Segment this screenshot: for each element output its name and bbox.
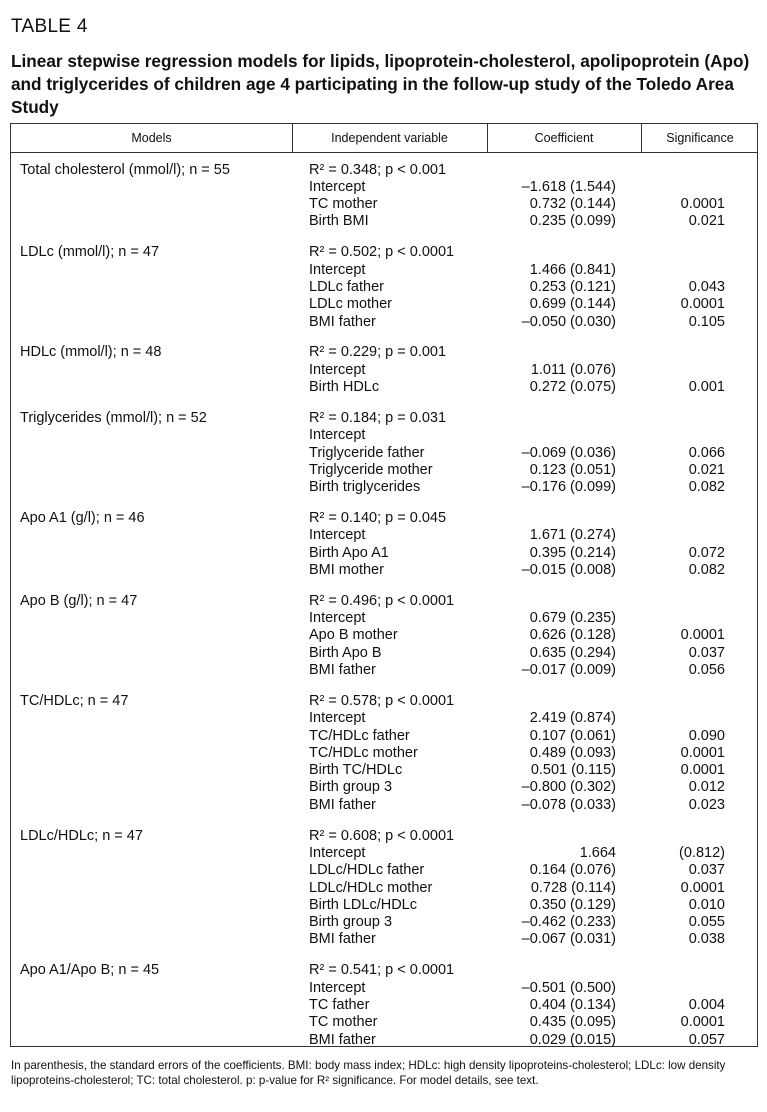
- coefficient-cell: 1.466 (0.841): [529, 261, 616, 278]
- significance-cell: 0.0001: [680, 1014, 725, 1031]
- significance-cell: 0.023: [688, 796, 725, 813]
- significance-cell: 0.082: [688, 561, 725, 578]
- significance-cell: 0.038: [688, 931, 725, 948]
- coefficient-cell: –0.800 (0.302): [521, 779, 616, 796]
- coefficient-cell: 0.029 (0.015): [529, 1031, 616, 1048]
- table-row: [0, 296, 767, 313]
- variable-cell: Birth Apo A1: [309, 544, 389, 561]
- coefficient-cell: 2.419 (0.874): [529, 710, 616, 727]
- coefficient-cell: –0.078 (0.033): [521, 796, 616, 813]
- variable-cell: Intercept: [309, 261, 366, 278]
- table-row: [0, 344, 767, 361]
- variable-cell: Birth triglycerides: [309, 479, 421, 496]
- coefficient-cell: 1.664: [579, 844, 616, 861]
- significance-cell: 0.0001: [680, 879, 725, 896]
- significance-cell: 0.021: [688, 461, 725, 478]
- coefficient-cell: 0.404 (0.134): [529, 996, 616, 1013]
- table-row: [0, 662, 767, 679]
- table-row: [0, 593, 767, 610]
- variable-cell: Birth group 3: [309, 914, 393, 931]
- variable-cell: TC/HDLc mother: [309, 744, 418, 761]
- table-row: [0, 262, 767, 279]
- header-models: Models: [131, 131, 172, 145]
- table-row: [0, 479, 767, 496]
- significance-cell: 0.072: [688, 544, 725, 561]
- table-row: [0, 427, 767, 444]
- coefficient-cell: 1.011 (0.076): [530, 361, 616, 378]
- variable-cell: Birth group 3: [309, 779, 393, 796]
- table-row: [0, 179, 767, 196]
- significance-cell: 0.0001: [680, 196, 725, 213]
- variable-cell: BMI father: [309, 313, 376, 330]
- coefficient-cell: 0.164 (0.076): [529, 862, 616, 879]
- model-name: Triglycerides (mmol/l); n = 52: [20, 409, 207, 426]
- variable-cell: BMI father: [309, 662, 376, 678]
- coefficient-cell: –1.618 (1.544): [521, 178, 616, 195]
- table-row: [0, 980, 767, 997]
- coefficient-cell: 0.123 (0.051): [529, 461, 616, 478]
- coefficient-cell: 0.253 (0.121): [529, 278, 616, 295]
- table-row: [0, 997, 767, 1014]
- variable-cell: Intercept: [309, 979, 366, 996]
- coefficient-cell: –0.176 (0.099): [521, 479, 616, 496]
- table-row: [0, 362, 767, 379]
- table-row: [0, 779, 767, 796]
- variable-cell: R² = 0.578; p < 0.0001: [309, 692, 455, 709]
- variable-cell: Birth LDLc/HDLc: [309, 896, 417, 913]
- table-row: [0, 410, 767, 427]
- table-row: [0, 462, 767, 479]
- significance-cell: 0.010: [688, 896, 725, 913]
- variable-cell: Intercept: [309, 844, 366, 861]
- variable-cell: R² = 0.348; p < 0.001: [309, 161, 447, 178]
- significance-cell: 0.001: [688, 379, 725, 395]
- coefficient-cell: 0.489 (0.093): [529, 744, 616, 761]
- coefficient-cell: 0.728 (0.114): [530, 879, 616, 896]
- variable-cell: Triglyceride father: [309, 444, 425, 461]
- table-row: [0, 931, 767, 948]
- coefficient-cell: 0.679 (0.235): [529, 610, 616, 627]
- table-row: [0, 379, 767, 396]
- table-row: [0, 645, 767, 662]
- model-name: HDLc (mmol/l); n = 48: [20, 344, 162, 361]
- significance-cell: 0.055: [688, 914, 725, 931]
- table-row: [0, 897, 767, 914]
- coefficient-cell: –0.017 (0.009): [521, 662, 616, 678]
- table-row: [0, 213, 767, 230]
- variable-cell: BMI mother: [309, 561, 384, 578]
- model-name: LDLc (mmol/l); n = 47: [20, 244, 160, 261]
- coefficient-cell: –0.462 (0.233): [521, 914, 616, 931]
- variable-cell: LDLc father: [309, 278, 384, 295]
- variable-cell: Intercept: [309, 178, 366, 195]
- coefficient-cell: 0.107 (0.061): [529, 727, 616, 744]
- model-name: Apo A1/Apo B; n = 45: [20, 962, 160, 979]
- variable-cell: Birth TC/HDLc: [309, 762, 403, 779]
- coefficient-cell: –0.501 (0.500): [521, 979, 616, 996]
- significance-cell: 0.037: [688, 862, 725, 879]
- table-row: [0, 797, 767, 814]
- header-coefficient: Coefficient: [534, 131, 594, 145]
- significance-cell: 0.066: [688, 444, 725, 461]
- model-name: Apo A1 (g/l); n = 46: [20, 510, 145, 526]
- coefficient-cell: 0.699 (0.144): [529, 296, 616, 313]
- table-row: [0, 244, 767, 261]
- coefficient-cell: –0.067 (0.031): [521, 931, 616, 948]
- header-significance: Significance: [666, 131, 734, 145]
- coefficient-cell: –0.069 (0.036): [521, 444, 616, 461]
- table-row: [0, 693, 767, 710]
- variable-cell: Intercept: [309, 361, 366, 378]
- table-row: [0, 862, 767, 879]
- significance-cell: 0.105: [688, 313, 725, 330]
- variable-cell: Birth BMI: [309, 213, 369, 230]
- table-row: [0, 162, 767, 179]
- significance-cell: 0.090: [688, 727, 725, 744]
- coefficient-cell: 0.732 (0.144): [529, 196, 616, 213]
- table-row: [0, 914, 767, 931]
- coefficient-cell: 0.235 (0.099): [529, 213, 616, 230]
- variable-cell: Intercept: [309, 710, 366, 727]
- model-name: LDLc/HDLc; n = 47: [20, 827, 143, 844]
- coefficient-cell: 1.671 (0.274): [529, 527, 616, 544]
- footnote: In parenthesis, the standard errors of the coefficients. BMI: body mass index; HDLc: high density lipoproteins-cholesterol; LDLc: low density lipoproteins-cholesterol; TC: total cholesterol. p: p-value for R² significance. For model details, see text.: [11, 1059, 726, 1087]
- variable-cell: TC mother: [309, 196, 378, 213]
- table-row: [0, 510, 767, 527]
- coefficient-cell: –0.050 (0.030): [521, 313, 616, 330]
- coefficient-cell: 0.501 (0.115): [530, 762, 616, 779]
- table-row: [0, 728, 767, 745]
- table-row: [0, 880, 767, 897]
- coefficient-cell: –0.015 (0.008): [521, 561, 616, 578]
- significance-cell: 0.0001: [680, 627, 725, 644]
- significance-cell: 0.0001: [680, 762, 725, 779]
- coefficient-cell: 0.350 (0.129): [529, 896, 616, 913]
- variable-cell: Birth Apo B: [309, 644, 382, 661]
- table-row: [0, 527, 767, 544]
- table-label: TABLE 4: [11, 16, 88, 37]
- variable-cell: BMI father: [309, 796, 376, 813]
- header-independent-variable: Independent variable: [331, 131, 448, 145]
- coefficient-cell: 0.435 (0.095): [529, 1014, 616, 1031]
- table-row: [0, 845, 767, 862]
- variable-cell: R² = 0.541; p < 0.0001: [309, 962, 455, 979]
- header-rule: [11, 152, 757, 153]
- variable-cell: R² = 0.608; p < 0.0001: [309, 827, 455, 844]
- variable-cell: LDLc mother: [309, 296, 393, 313]
- model-name: Total cholesterol (mmol/l); n = 55: [20, 161, 230, 178]
- table-row: [0, 1014, 767, 1031]
- significance-cell: 0.0001: [680, 744, 725, 761]
- significance-cell: 0.021: [688, 213, 725, 230]
- significance-cell: (0.812): [679, 844, 725, 861]
- table-row: [0, 562, 767, 579]
- table-row: [0, 627, 767, 644]
- significance-cell: 0.056: [688, 662, 725, 678]
- variable-cell: R² = 0.140; p = 0.045: [309, 510, 447, 526]
- table-row: [0, 745, 767, 762]
- table-row: [0, 279, 767, 296]
- coefficient-cell: 0.272 (0.075): [529, 379, 616, 395]
- coefficient-cell: 0.626 (0.128): [529, 627, 616, 644]
- variable-cell: TC/HDLc father: [309, 727, 410, 744]
- variable-cell: LDLc/HDLc mother: [309, 879, 433, 896]
- significance-cell: 0.057: [688, 1031, 725, 1048]
- variable-cell: Birth HDLc: [309, 379, 380, 395]
- variable-cell: Apo B mother: [309, 627, 398, 644]
- table-row: [0, 545, 767, 562]
- table-row: [0, 314, 767, 331]
- variable-cell: Intercept: [309, 527, 366, 544]
- variable-cell: Intercept: [309, 427, 366, 444]
- table-row: [0, 610, 767, 627]
- table-row: [0, 196, 767, 213]
- coefficient-cell: 0.635 (0.294): [529, 644, 616, 661]
- significance-cell: 0.037: [688, 644, 725, 661]
- table-row: [0, 762, 767, 779]
- model-name: TC/HDLc; n = 47: [20, 692, 129, 709]
- significance-cell: 0.043: [688, 278, 725, 295]
- variable-cell: Intercept: [309, 610, 366, 627]
- variable-cell: BMI father: [309, 931, 376, 948]
- table-row: [0, 1032, 767, 1049]
- significance-cell: 0.082: [688, 479, 725, 496]
- variable-cell: R² = 0.229; p = 0.001: [309, 344, 447, 361]
- significance-cell: 0.012: [688, 779, 725, 796]
- table-row: [0, 828, 767, 845]
- variable-cell: LDLc/HDLc father: [309, 862, 425, 879]
- significance-cell: 0.004: [688, 996, 725, 1013]
- variable-cell: R² = 0.502; p < 0.0001: [309, 244, 455, 261]
- variable-cell: TC father: [309, 996, 370, 1013]
- significance-cell: 0.0001: [680, 296, 725, 313]
- table-row: [0, 445, 767, 462]
- variable-cell: TC mother: [309, 1014, 378, 1031]
- variable-cell: R² = 0.184; p = 0.031: [309, 409, 447, 426]
- coefficient-cell: 0.395 (0.214): [529, 544, 616, 561]
- table-row: [0, 710, 767, 727]
- model-name: Apo B (g/l); n = 47: [20, 592, 138, 609]
- variable-cell: R² = 0.496; p < 0.0001: [309, 592, 455, 609]
- variable-cell: Triglyceride mother: [309, 461, 433, 478]
- table-row: [0, 962, 767, 979]
- variable-cell: BMI father: [309, 1031, 376, 1048]
- table-title: Linear stepwise regression models for lipids, lipoprotein-cholesterol, apolipoprotein (Apo) and triglycerides of children age 4 participating in the follow-up study of the Toledo Area Study: [11, 51, 750, 117]
